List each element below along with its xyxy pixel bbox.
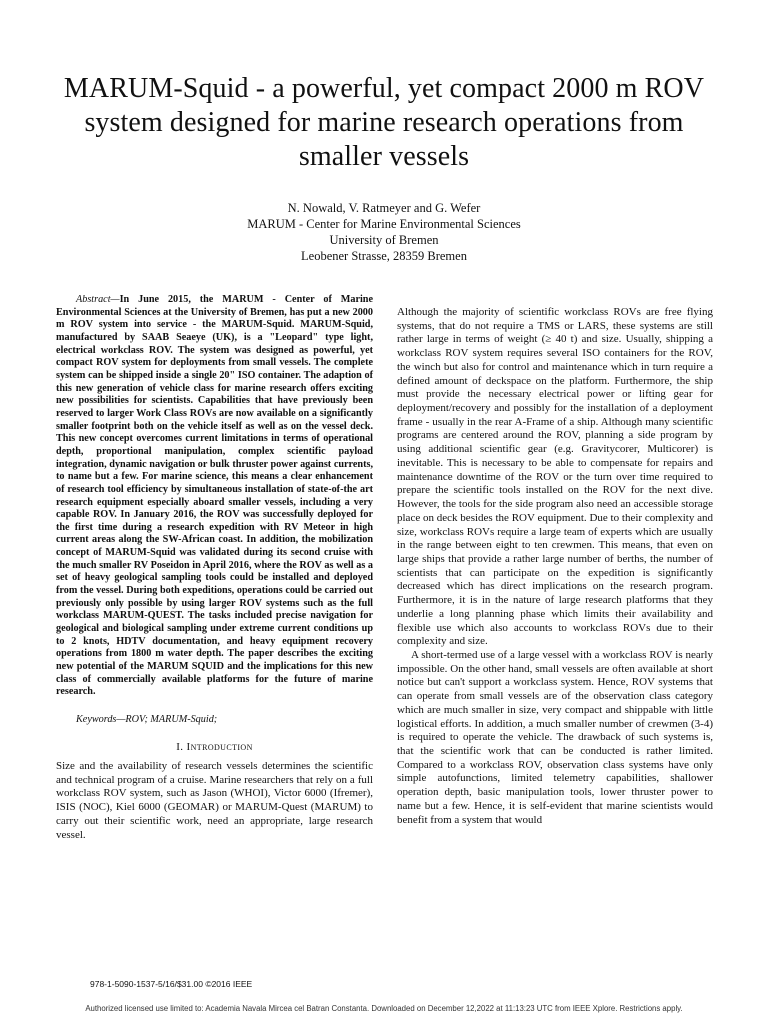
isbn-footer: 978-1-5090-1537-5/16/$31.00 ©2016 IEEE: [90, 979, 253, 989]
body-paragraph: Although the majority of scientific workclass ROVs are free flying systems, that do not require a TMS or LARS, these systems are still rather large in terms of weight (≥ 40 t) and size. Usually, shipping a workclass ROV system requires several ISO containers for the ROV, the winch but also for control and maintenance which in turn require a defined amount of deckspace on the platform. Furthermore, the ship must provide the necessary electrical power or lifting gear for deployment/recovery and possibly for the installation of a deployment frame - usually in the rear A-Frame of a ship. Although many scientific programs are centered around the ROV, planning a side program by using additional scientific gear (e.g. Gravitycorer, Multicorer) is inevitable. This is necessary to be able to compensate for repairs and maintenance downtime of the ROV or the turn over time required to prepare the scientific tools installed on the ROV for the next dive. However, the tools for the side program also need an accessible storage place on deck besides the ROV equipment. Due to their complexity and size, workclass ROVs require a large team of experts which are usually in the range between eight to ten crewmen. This means, that even on large ships that provide a rather large number of berths, the number of scientists that can participate on the expedition is significantly decreased which has direct implications on the research program. Furthermore, it is in the nature of large research platforms that they underlie a long planning phase which limits their availability and flexible use which also accounts to workclass ROVs due to their complexity and size.: [397, 306, 713, 648]
author-names: N. Nowald, V. Ratmeyer and G. Wefer: [287, 201, 481, 215]
section-heading: I. Introduction: [176, 741, 253, 753]
paper-title: MARUM-Squid - a powerful, yet compact 2000 m ROV system designed for marine research operations from smaller vessels: [63, 73, 705, 172]
body-paragraph: A short-termed use of a large vessel with a workclass ROV is nearly impossible. On the other hand, small vessels are often available at short notice but can't support a workclass system. Hence, ROV systems that can operate from small vessels are of the observation class category which are much smaller in size, very compact and shippable with little logistical efforts. In addition, a much smaller number of crewmen (3-4) is required to operate the vehicle. The drawback of such systems is, that the scientific work that can be conducted is rather limited. Compared to a workclass ROV, observation class systems have only simple autofunctions, limited telemetry capabilities, shallower operation depth, basic manipulation tools, lower thruster power to name but a few. Hence, it is self-evident that marine scientists would benefit from a system that would: [397, 648, 713, 826]
left-column: [56, 294, 373, 842]
abstract-label: Abstract—: [76, 294, 120, 305]
abstract-text: In June 2015, the MARUM - Center of Marine Environmental Sciences at the University of Bremen, has put a new 2000 m ROV system into service - the MARUM-Squid. MARUM-Squid, manufactured by SAAB Seaeye (UK), is a "Leopard" type light, electrical workclass ROV. The system was designed as powerful, yet compact ROV system for deployments from small vessels. The complete system can be shipped inside a single 20" ISO container. The adaption of this new generation of vehicle class for marine research offers exciting new possibilities for scientists. Capabilities that have previously been reserved to larger Work Class ROVs are now available on a significantly smaller footprint both on the vehicle itself as well as on the vessel deck. This new concept overcomes current limitations in terms of operational depth, proportional manipulation, complex scientific payload integration, dynamic navigation or bulk thruster power against currents, to name but a few. For marine science, this means a clear enhancement of research tool efficiency by simultaneous installation of state-of-the art research equipment especially aboard smaller vessels, including a very capable ROV. In January 2016, the ROV was successfully deployed for the first time during a research expedition with RV Meteor in high current areas along the SW-African coast. In addition, the mobilization concept of MARUM-Squid was validated during its second cruise with the much smaller RV Poseidon in April 2016, where the ROV as well as a set of heavy geological sampling tools could be installed and deployed from the vessel. During both expeditions, operations could be carried out previously only possible by using larger ROV systems such as the full workclass MARUM-QUEST. The tasks included precise navigation for geological and biological sampling under extreme current conditions up to 2 knots, HDTV documentation, and heavy equipment recovery operations from 1800 m water depth. The paper describes the exciting new potential of the MARUM SQUID and the implications for this new class of commercially available platforms for the future of marine research.: [56, 294, 373, 698]
author-block: [40, 200, 728, 264]
abstract-paragraph: [56, 294, 373, 699]
license-notice: Authorized licensed use limited to: Academia Navala Mircea cel Batran Constanta. Downloaded on December 12,2022 at 11:13:23 UTC from IEEE Xplore. Restrictions apply.: [85, 1004, 683, 1013]
keywords: Keywords—ROV; MARUM-Squid;: [76, 714, 218, 725]
right-column: [397, 306, 713, 827]
affiliation-line: MARUM - Center for Marine Environmental Sciences: [247, 217, 521, 231]
intro-paragraph: Size and the availability of research vessels determines the scientific and technical program of a cruise. Marine researchers that rely on a full workclass ROV system, such as Jason (WHOI), Victor 6000 (Ifremer), ISIS (NOC), Kiel 6000 (GEOMAR) or MARUM-Quest (MARUM) to carry out their scientific work, need an appropriate, large research vessel.: [56, 760, 373, 841]
affiliation-line: Leobener Strasse, 28359 Bremen: [301, 249, 467, 263]
affiliation-line: University of Bremen: [329, 233, 439, 247]
